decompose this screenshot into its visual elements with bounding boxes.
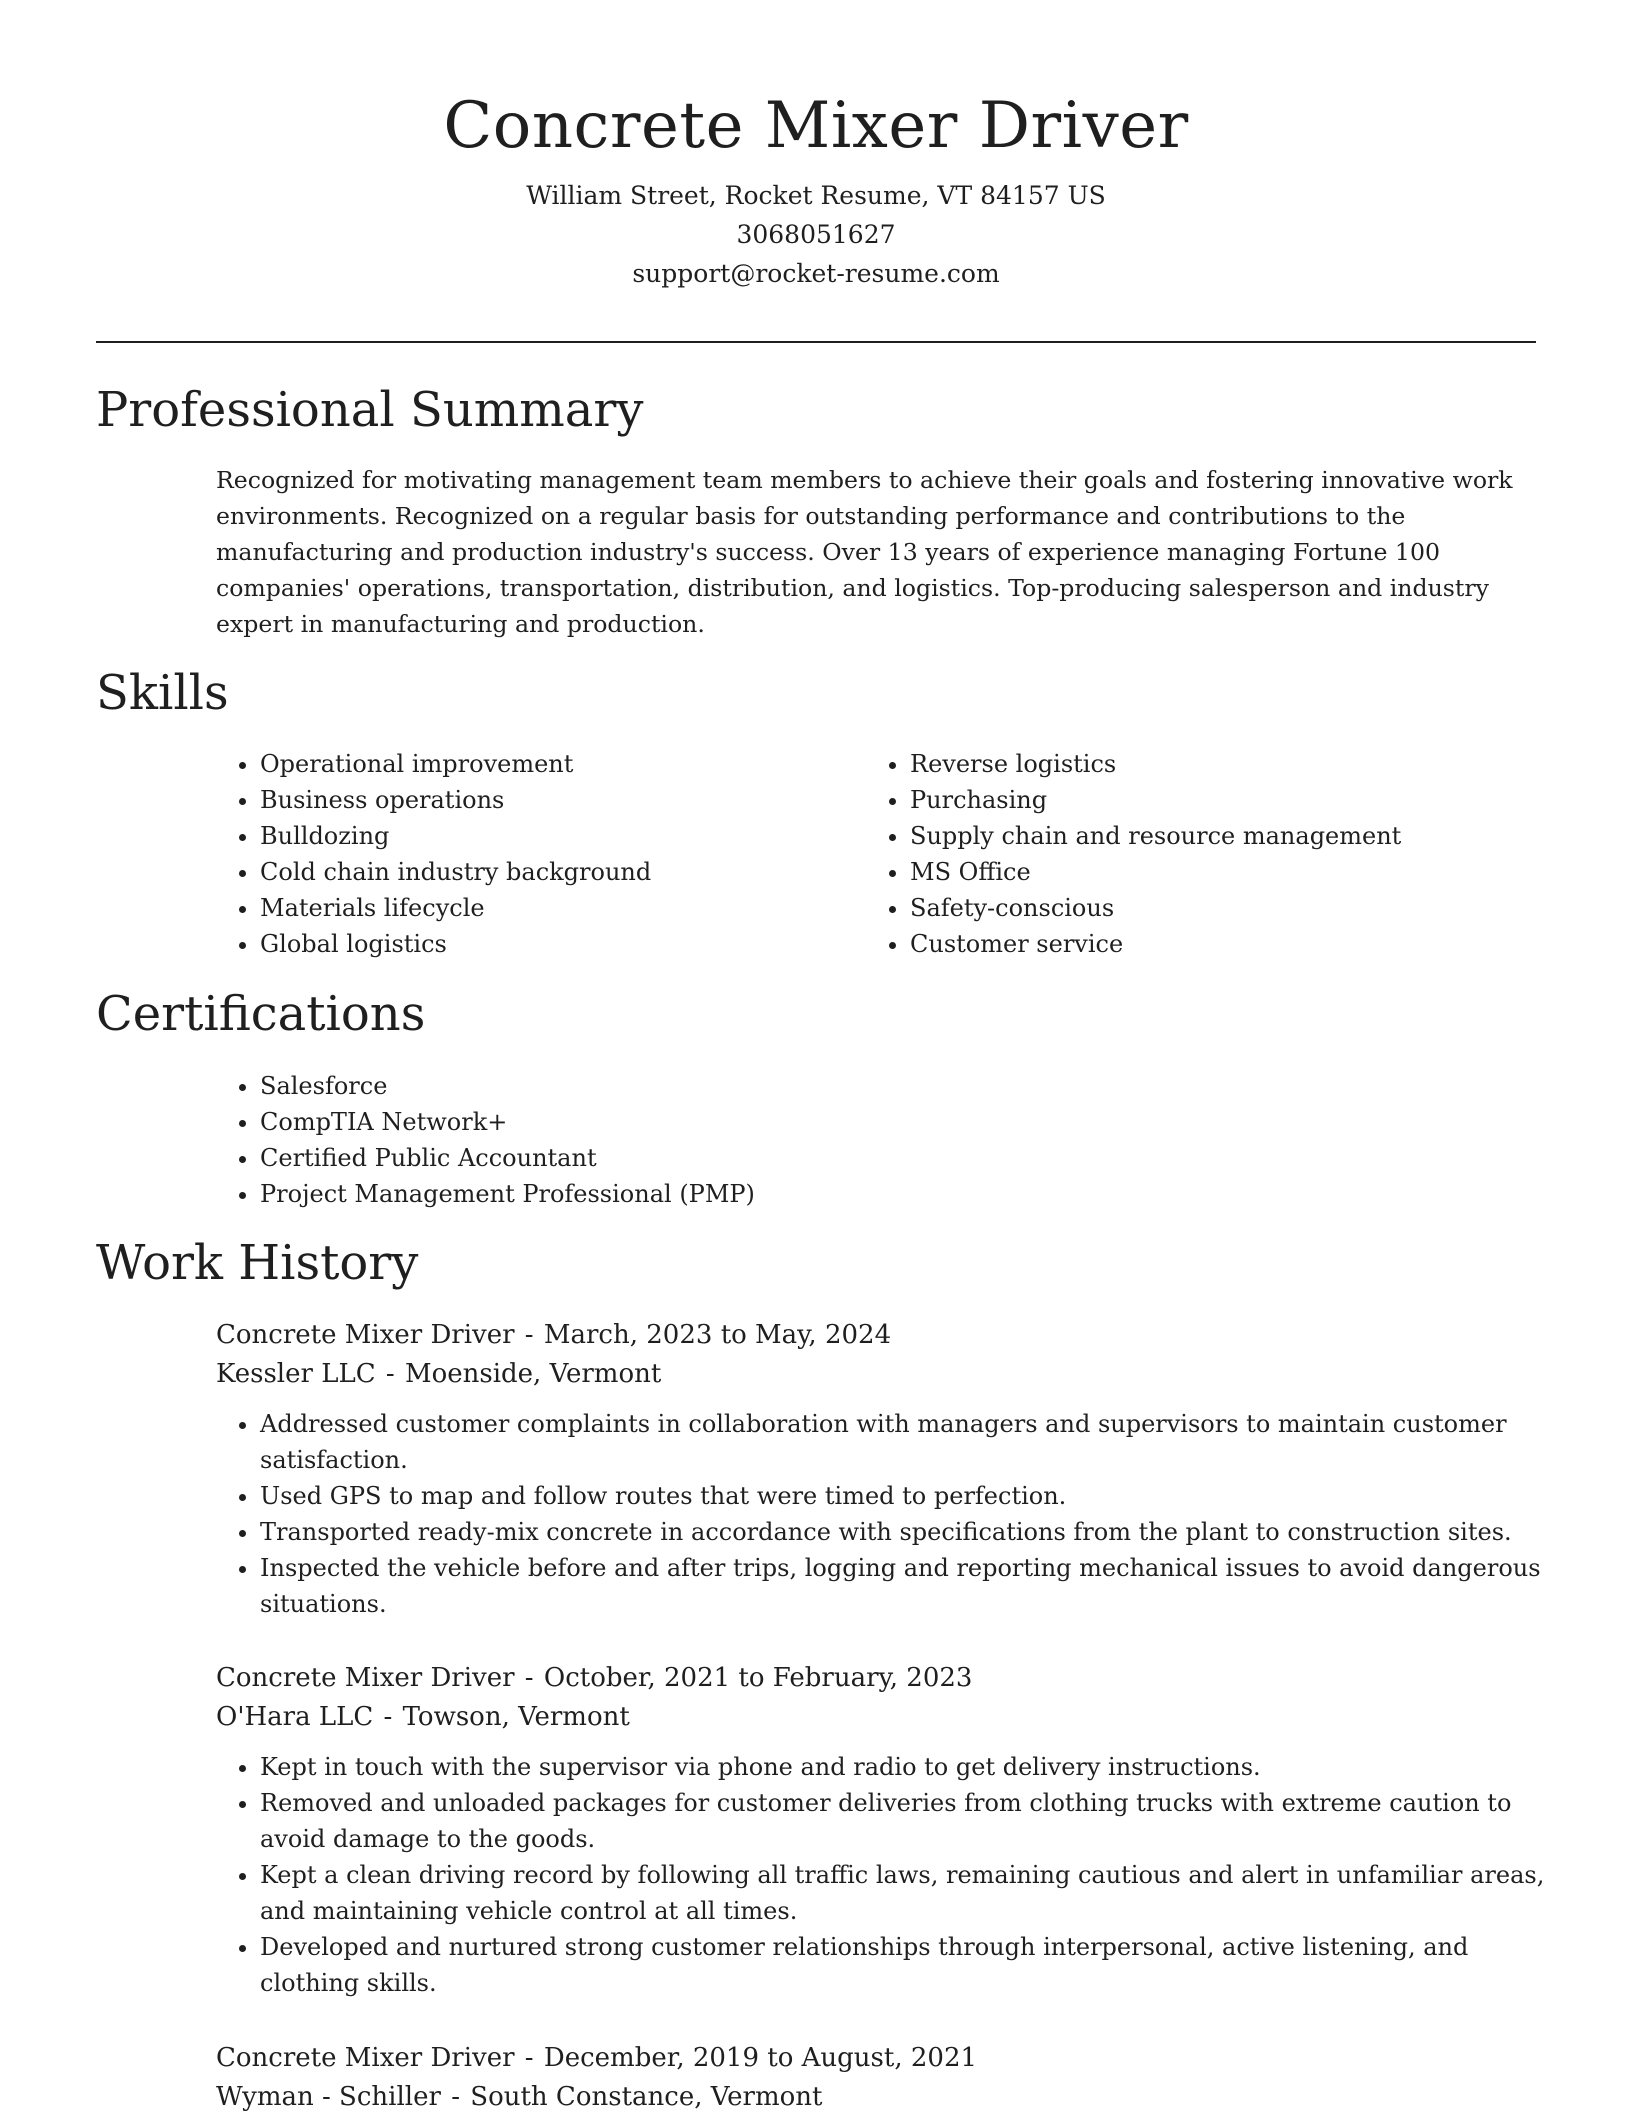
job-entry bbox=[216, 1659, 1545, 2001]
job-title: Concrete Mixer Driver bbox=[216, 1663, 515, 1693]
job-dates: October, 2021 to February, 2023 bbox=[543, 1663, 973, 1693]
certification-item: • Salesforce bbox=[260, 1068, 755, 1104]
certification-item: • Project Management Professional (PMP) bbox=[260, 1176, 755, 1212]
job-location: Moenside, Vermont bbox=[404, 1359, 662, 1389]
skill-item: • Bulldozing bbox=[260, 818, 651, 854]
job-location: Towson, Vermont bbox=[402, 1702, 630, 1732]
skill-item: • Customer service bbox=[910, 926, 1401, 962]
job-duty: • Kept a clean driving record by following all traffic laws, remaining cautious and alert in unfamiliar areas, and maintaining vehicle control at all times. bbox=[260, 1857, 1560, 1929]
job-company: Wyman - Schiller bbox=[216, 2082, 441, 2112]
job-entry bbox=[216, 2039, 1516, 2117]
skill-item: • Safety-conscious bbox=[910, 890, 1401, 926]
job-dates: March, 2023 to May, 2024 bbox=[543, 1320, 892, 1350]
skill-item: • Materials lifecycle bbox=[260, 890, 651, 926]
summary-text: Recognized for motivating management team members to achieve their goals and fostering innovative work environments. Recognized on a regular basis for outstanding performance and contributions to the manufacturing and production industry's success. Over 13 years of experience managing Fortune 100 companies' operations, transportation, distribution, and logistics. Top-producing salesperson and industry expert in manufacturing and production. bbox=[216, 466, 1513, 638]
certification-item: • Certified Public Accountant bbox=[260, 1140, 755, 1176]
skill-item: • Supply chain and resource management bbox=[910, 818, 1401, 854]
job-duty: • Developed and nurtured strong customer relationships through interpersonal, active listening, and clothing skills. bbox=[260, 1929, 1560, 2001]
certifications-list bbox=[216, 1068, 755, 1212]
job-duty: • Inspected the vehicle before and after trips, logging and reporting mechanical issues to avoid dangerous situations. bbox=[260, 1550, 1560, 1622]
job-duty: • Removed and unloaded packages for customer deliveries from clothing trucks with extreme caution to avoid damage to the goods. bbox=[260, 1785, 1560, 1857]
job-entry bbox=[216, 1316, 1541, 1622]
skill-item: • Reverse logistics bbox=[910, 746, 1401, 782]
job-duties bbox=[216, 1406, 1560, 1622]
job-duty: • Used GPS to map and follow routes that were timed to perfection. bbox=[260, 1478, 1560, 1514]
job-title-line: Concrete Mixer Driver - March, 2023 to May, 2024 bbox=[216, 1320, 892, 1350]
job-company: Kessler LLC bbox=[216, 1359, 376, 1389]
skills-heading: Skills bbox=[96, 665, 229, 721]
skill-item: • Cold chain industry background bbox=[260, 854, 651, 890]
certifications-heading: Certifications bbox=[96, 986, 426, 1042]
job-title-line: Concrete Mixer Driver - December, 2019 to August, 2021 bbox=[216, 2043, 978, 2073]
job-company: O'Hara LLC bbox=[216, 1702, 374, 1732]
skill-item: • MS Office bbox=[910, 854, 1401, 890]
job-title: Concrete Mixer Driver bbox=[216, 1320, 515, 1350]
job-company-line: O'Hara LLC - Towson, Vermont bbox=[216, 1702, 630, 1732]
job-company-line: Kessler LLC - Moenside, Vermont bbox=[216, 1359, 662, 1389]
candidate-name: Concrete Mixer Driver bbox=[443, 89, 1189, 163]
contact-address: William Street, Rocket Resume, VT 84157 US bbox=[526, 181, 1106, 210]
job-dates: December, 2019 to August, 2021 bbox=[543, 2043, 978, 2073]
resume-header bbox=[96, 80, 1536, 293]
skill-item: • Business operations bbox=[260, 782, 651, 818]
skills-column-left bbox=[216, 746, 651, 962]
skill-item: • Global logistics bbox=[260, 926, 651, 962]
skills-column-right bbox=[866, 746, 1401, 962]
contact-phone: 3068051627 bbox=[736, 220, 896, 249]
job-duty: • Transported ready-mix concrete in accordance with specifications from the plant to construction sites. bbox=[260, 1514, 1560, 1550]
job-duty: • Kept in touch with the supervisor via phone and radio to get delivery instructions. bbox=[260, 1749, 1560, 1785]
job-title: Concrete Mixer Driver bbox=[216, 2043, 515, 2073]
job-location: South Constance, Vermont bbox=[470, 2082, 823, 2112]
job-title-line: Concrete Mixer Driver - October, 2021 to February, 2023 bbox=[216, 1663, 973, 1693]
summary-heading: Professional Summary bbox=[96, 382, 644, 438]
work-history-heading: Work History bbox=[96, 1235, 419, 1291]
skill-item: • Operational improvement bbox=[260, 746, 651, 782]
header-divider bbox=[96, 341, 1536, 343]
job-company-line: Wyman - Schiller - South Constance, Vermont bbox=[216, 2082, 823, 2112]
contact-info bbox=[96, 176, 1536, 293]
certification-item: • CompTIA Network+ bbox=[260, 1104, 755, 1140]
job-duties bbox=[216, 1749, 1560, 2001]
skill-item: • Purchasing bbox=[910, 782, 1401, 818]
job-duty: • Addressed customer complaints in collaboration with managers and supervisors to maintain customer satisfaction. bbox=[260, 1406, 1560, 1478]
contact-email: support@rocket-resume.com bbox=[632, 259, 1000, 288]
